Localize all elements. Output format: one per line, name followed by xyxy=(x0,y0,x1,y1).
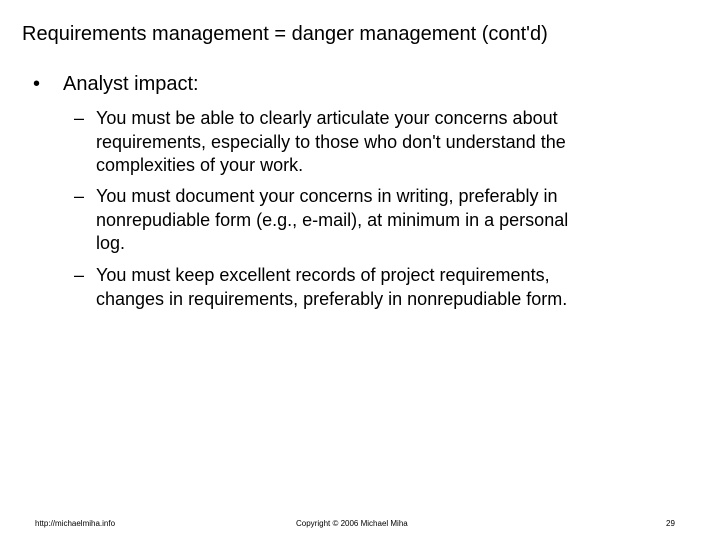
sub-bullet-text: You must be able to clearly articulate your concerns about requirements, especially to those who don't understand the complexities of your work. xyxy=(96,108,566,175)
sub-bullet-text: You must document your concerns in writing, preferably in nonrepudiable form (e.g., e-mail), at minimum in a personal log. xyxy=(96,186,569,253)
slide-title: Requirements management = danger management (cont'd) xyxy=(22,23,548,45)
footer-copyright: Copyright © 2006 Michael Miha xyxy=(296,519,408,528)
sub-bullet-dash: – xyxy=(74,186,85,206)
footer-url: http://michaelmiha.info xyxy=(35,519,116,528)
sub-bullet-articulate-concerns xyxy=(74,107,674,178)
footer-page-number: 29 xyxy=(666,519,675,528)
bullet-analyst-impact xyxy=(33,70,199,98)
sub-bullet-dash: – xyxy=(74,265,85,285)
sub-bullet-text: You must keep excellent records of project requirements, changes in requirements, preferably in nonrepudiable form. xyxy=(96,265,568,309)
bullet-marker: • xyxy=(33,73,41,95)
bullet-text: Analyst impact: xyxy=(63,73,199,95)
sub-bullet-document-concerns xyxy=(74,185,674,256)
sub-bullet-keep-records xyxy=(74,264,674,311)
sub-bullet-dash: – xyxy=(74,108,85,128)
